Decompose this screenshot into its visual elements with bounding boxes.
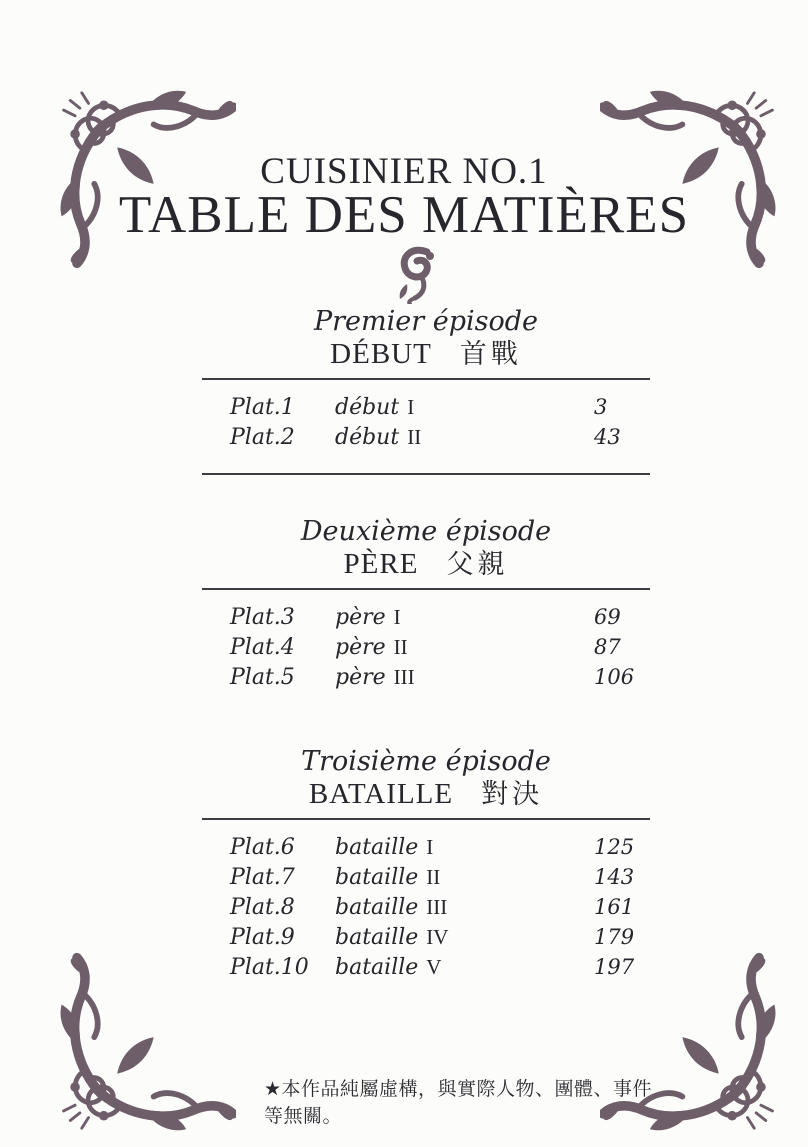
toc-row [202,422,650,452]
toc-row [202,862,650,892]
section-divider-line [202,473,650,475]
chapter-word: bataille [335,894,419,920]
episode-title-fr: PÈRE [343,548,419,581]
page-number: 69 [594,604,621,629]
chapter-title [335,952,594,983]
plat-number: Plat.10 [230,954,309,980]
page-number: 125 [594,834,635,859]
chapter-numeral: II [407,424,422,449]
chapter-numeral: I [426,834,434,859]
chapter-title [335,422,594,453]
chapter-word: début [335,394,400,420]
toc-section-premier [202,306,650,475]
chapter-numeral: IV [426,924,449,949]
episode-title-cjk: 對決 [481,779,544,811]
episode-title-cjk: 父親 [446,549,509,581]
chapter-numeral: III [426,894,448,919]
toc-section-troisieme [202,746,650,982]
chapter-numeral: II [426,864,441,889]
chapter-word: bataille [335,834,419,860]
chapter-word: père [335,664,386,690]
episode-title [202,337,650,372]
toc-row [202,632,650,662]
chapter-numeral: III [393,664,415,689]
toc-row [202,892,650,922]
series-title: CUISINIER NO.1 [260,151,548,192]
chapter-numeral: I [393,604,401,629]
plat-number: Plat.1 [230,394,295,420]
toc-rows [202,832,650,982]
chapter-title [335,892,594,923]
toc-row [202,662,650,692]
chapter-word: père [335,604,386,630]
chapter-numeral: V [426,954,442,979]
episode-title [202,777,650,812]
episode-title [202,547,650,582]
page-number: 43 [594,424,621,449]
toc-section-deuxieme [202,516,650,692]
page-number: 197 [594,954,635,979]
chapter-title [335,832,594,863]
chapter-numeral: I [407,394,415,419]
plat-number: Plat.3 [230,604,295,630]
page-number: 106 [594,664,635,689]
page-number: 143 [594,864,635,889]
section-divider-line [202,378,650,380]
episode-title-fr: DÉBUT [330,338,432,371]
page-number: 179 [594,924,635,949]
episode-script-heading: Premier épisode [313,306,539,337]
chapter-word: début [335,424,400,450]
toc-row [202,922,650,952]
toc-row [202,832,650,862]
episode-script-heading: Troisième épisode [301,746,551,777]
chapter-title [335,602,594,633]
plat-number: Plat.9 [230,924,295,950]
toc-rows [202,392,650,452]
chapter-word: bataille [335,864,419,890]
plat-number: Plat.4 [230,634,295,660]
plat-number: Plat.6 [230,834,295,860]
chapter-title [335,922,594,953]
chapter-title [335,662,594,693]
plat-number: Plat.8 [230,894,295,920]
chapter-word: bataille [335,924,419,950]
section-divider-line [202,818,650,820]
episode-title-fr: BATAILLE [308,778,454,811]
chapter-title [335,862,594,893]
episode-title-cjk: 首戰 [459,339,522,371]
toc-row [202,392,650,422]
page-number: 3 [594,394,608,419]
plat-number: Plat.7 [230,864,295,890]
chapter-numeral: II [393,634,408,659]
episode-script-heading: Deuxième épisode [300,516,552,547]
plat-number: Plat.5 [230,664,295,690]
chapter-title [335,632,594,663]
section-divider-line [202,588,650,590]
chapter-word: père [335,634,386,660]
chapter-word: bataille [335,954,419,980]
toc-row [202,602,650,632]
toc-row [202,952,650,982]
page-number: 161 [594,894,635,919]
disclaimer-note: ★本作品純屬虛構，與實際人物、團體、事件等無關。 [264,1078,653,1127]
toc-rows [202,602,650,692]
fleuron-icon [397,246,441,304]
chapter-title [335,392,594,423]
page-title: TABLE DES MATIÈRES [118,186,690,244]
page-number: 87 [594,634,621,659]
plat-number: Plat.2 [230,424,295,450]
